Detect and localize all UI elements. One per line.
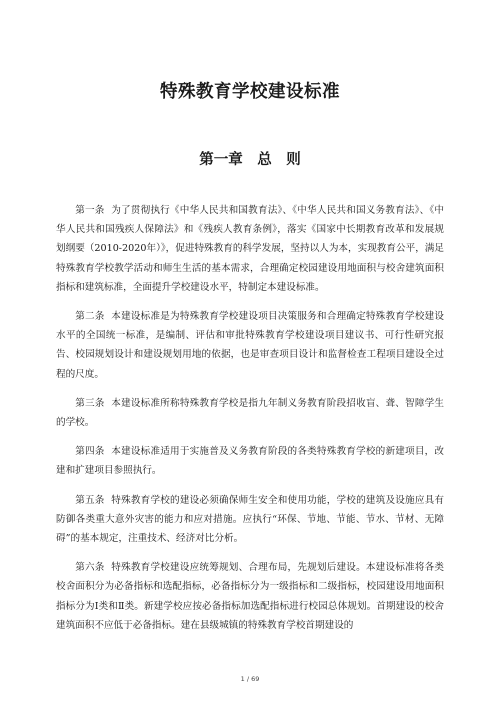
article-number: 第二条 [75,311,105,323]
article-text: 本建设标准所称特殊教育学校是指九年制义务教育阶段招收盲、聋、智障学生的学校。 [56,397,444,429]
document-body [56,201,444,645]
chapter-heading: 第一章 总 则 [199,152,301,168]
article-text: 特殊教育学校建设应统筹规划、合理布局，先规划后建设。本建设标准将各类校舍面积分为必备指标和选配指标，必备指标分为一级指标和二级指标，校园建设用地面积指标分为Ⅰ类和Ⅱ类。新建学校应按必备指标加选配指标进行校园总体规划。首期建设的校舍建筑面积不应低于必备指标。建在县级城镇的特殊教育学校首期建设的 [56,562,444,631]
document-title: 特殊教育学校建设标准 [160,82,340,102]
article-4 [56,442,444,480]
article-3 [56,394,444,432]
article-text: 本建设标准是为特殊教育学校建设项目决策服务和合理确定特殊教育学校建设水平的全国统一标准，是编制、评估和审批特殊教育学校建设项目建议书、可行性研究报告、校园规划设计和建设规划用地的依据，也是审查项目设计和监督检查工程项目建设全过程的尺度。 [56,311,444,380]
article-2 [56,307,444,384]
article-number: 第一条 [75,205,105,216]
article-text: 本建设标准适用于实施普及义务教育阶段的各类特殊教育学校的新建项目，改建和扩建项目参照执行。 [56,446,444,477]
article-text: 特殊教育学校的建设必须确保师生安全和使用功能，学校的建筑及设施应具有防御各类重大意外灾害的能力和应对措施。应执行“环保、节地、节能、节水、节材、无障碍”的基本规定，注重技术、经济对比分析。 [56,494,444,545]
page-number: 1 / 69 [240,675,260,683]
article-5 [56,491,444,549]
article-6 [56,558,444,635]
article-text: 为了贯彻执行《中华人民共和国教育法》、《中华人民共和国义务教育法》、《中华人民共和国残疾人保障法》和《残疾人教育条例》，落实《国家中长期教育改革和发展规划纲要（2010-2020年）》，促进特殊教育的科学发展，坚持以人为本，实现教育公平，满足特殊教育学校教学活动和师生生活的基本需求，合理确定校园建设用地面积与校舍建筑面积指标和建筑标准，全面提升学校建设水平，特制定本建设标准。 [56,205,444,293]
article-number: 第五条 [75,494,105,506]
article-number: 第六条 [75,562,105,574]
article-number: 第四条 [75,446,105,458]
article-1 [56,201,444,297]
article-number: 第三条 [75,397,105,409]
